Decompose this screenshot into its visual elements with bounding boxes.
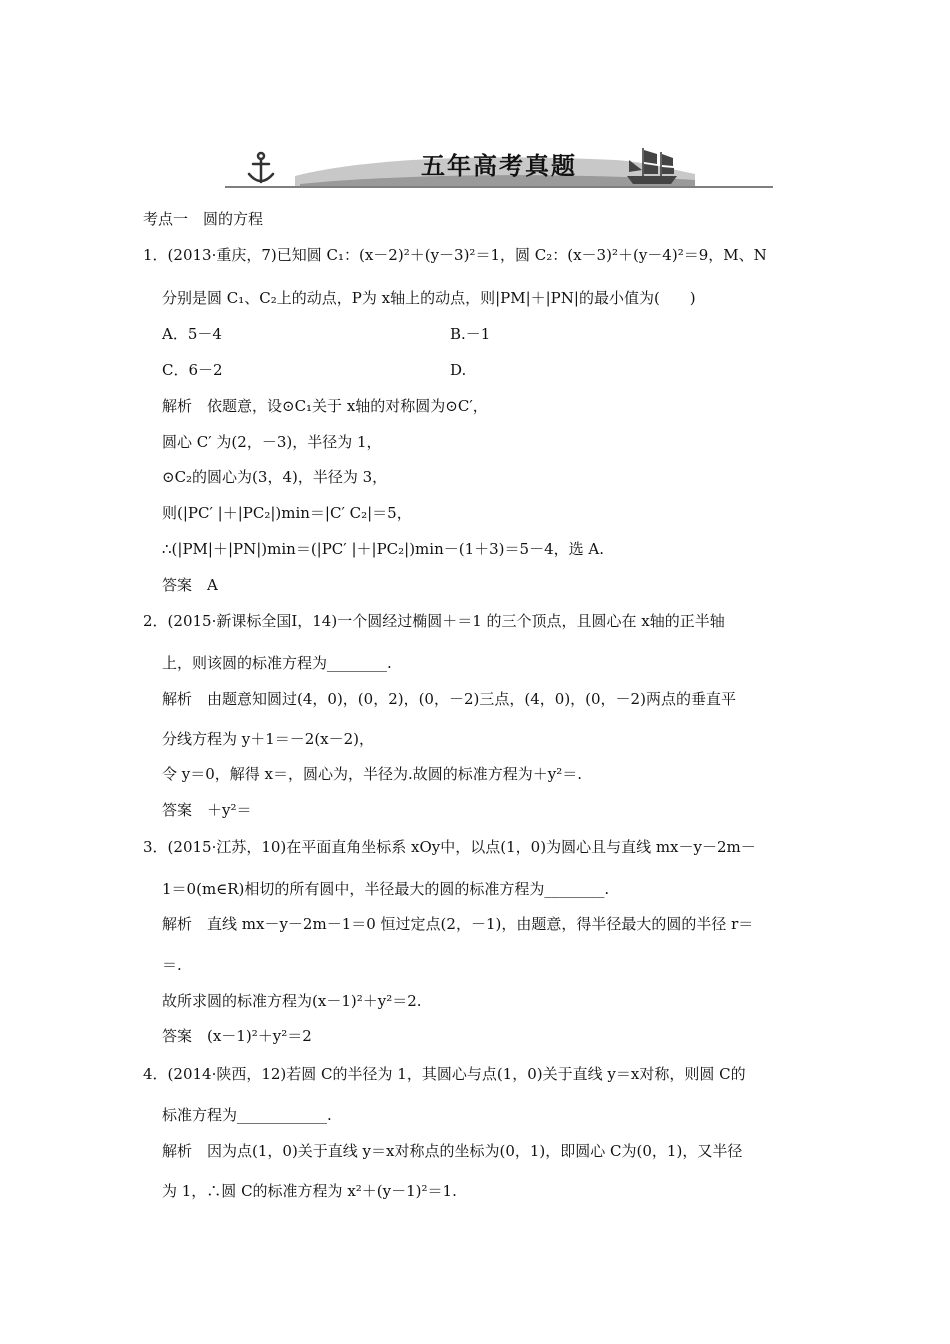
- q4-analysis-1: 解析 因为点(1，0)关于直线 y＝x对称点的坐标为(0，1)，即圆心 C为(0，1)，又半径: [162, 1142, 743, 1160]
- q1-option-d: D.: [450, 361, 467, 379]
- q3-line-2: 1＝0(m∈R)相切的所有圆中，半径最大的圆的标准方程为________.: [162, 880, 610, 898]
- q3-analysis-1: 解析 直线 mx－y－2m－1＝0 恒过定点(2，－1)，由题意，得半径最大的圆的半径 r＝: [162, 915, 754, 933]
- q3-line-1: 3．(2015·江苏，10)在平面直角坐标系 xOy中，以点(1，0)为圆心且与直线 mx－y－2m－: [143, 838, 756, 856]
- q1-answer: 答案 A: [162, 576, 218, 594]
- topic-heading: 考点一 圆的方程: [143, 210, 264, 228]
- q1-line-1: 1．(2013·重庆，7)已知圆 C₁：(x－2)²＋(y－3)²＝1，圆 C₂：(x－3)²＋(y－4)²＝9，M、N: [143, 246, 767, 264]
- q3-answer: 答案 (x－1)²＋y²＝2: [162, 1027, 312, 1045]
- q4-line-1: 4．(2014·陕西，12)若圆 C的半径为 1，其圆心与点(1，0)关于直线 y＝x对称，则圆 C的: [143, 1065, 746, 1083]
- q2-analysis-1: 解析 由题意知圆过(4，0)，(0，2)，(0，－2)三点，(4，0)，(0，－2)两点的垂直平: [162, 690, 736, 708]
- q1-analysis-5: ∴(|PM|＋|PN|)min＝(|PC′ |＋|PC₂|)min－(1＋3)＝5－4，选 A.: [162, 540, 604, 558]
- q2-analysis-2: 分线方程为 y＋1＝－2(x－2)，: [162, 730, 375, 748]
- q1-option-a: A．5－4: [162, 325, 222, 343]
- q1-option-b: B.－1: [450, 325, 491, 343]
- q4-line-2: 标准方程为____________.: [162, 1106, 332, 1124]
- q1-option-c: C．6－2: [162, 361, 223, 379]
- banner-title: 五年高考真题: [421, 152, 577, 180]
- q3-analysis-3: 故所求圆的标准方程为(x－1)²＋y²＝2.: [162, 992, 422, 1010]
- q1-analysis-4: 则(|PC′ |＋|PC₂|)min＝|C′ C₂|＝5，: [162, 504, 412, 522]
- q2-line-1: 2．(2015·新课标全国Ⅰ，14)一个圆经过椭圆＋＝1 的三个顶点，且圆心在 x轴的正半轴: [143, 612, 725, 630]
- q3-analysis-2: ＝.: [162, 956, 182, 974]
- q1-line-2: 分别是圆 C₁、C₂上的动点，P为 x轴上的动点，则|PM|＋|PN|的最小值为( ): [162, 289, 696, 307]
- q2-analysis-3: 令 y＝0，解得 x＝，圆心为，半径为.故圆的标准方程为＋y²＝.: [162, 765, 583, 783]
- q1-analysis-1: 解析 依题意，设⊙C₁关于 x轴的对称圆为⊙C′，: [162, 397, 488, 415]
- q2-line-2: 上，则该圆的标准方程为________.: [162, 654, 392, 672]
- q4-analysis-2: 为 1，∴圆 C的标准方程为 x²＋(y－1)²＝1.: [162, 1182, 457, 1200]
- section-banner: [225, 140, 773, 192]
- q1-analysis-2: 圆心 C′ 为(2，－3)，半径为 1，: [162, 433, 382, 451]
- q2-answer: 答案 ＋y²＝: [162, 801, 252, 819]
- q1-analysis-3: ⊙C₂的圆心为(3，4)，半径为 3，: [162, 468, 388, 486]
